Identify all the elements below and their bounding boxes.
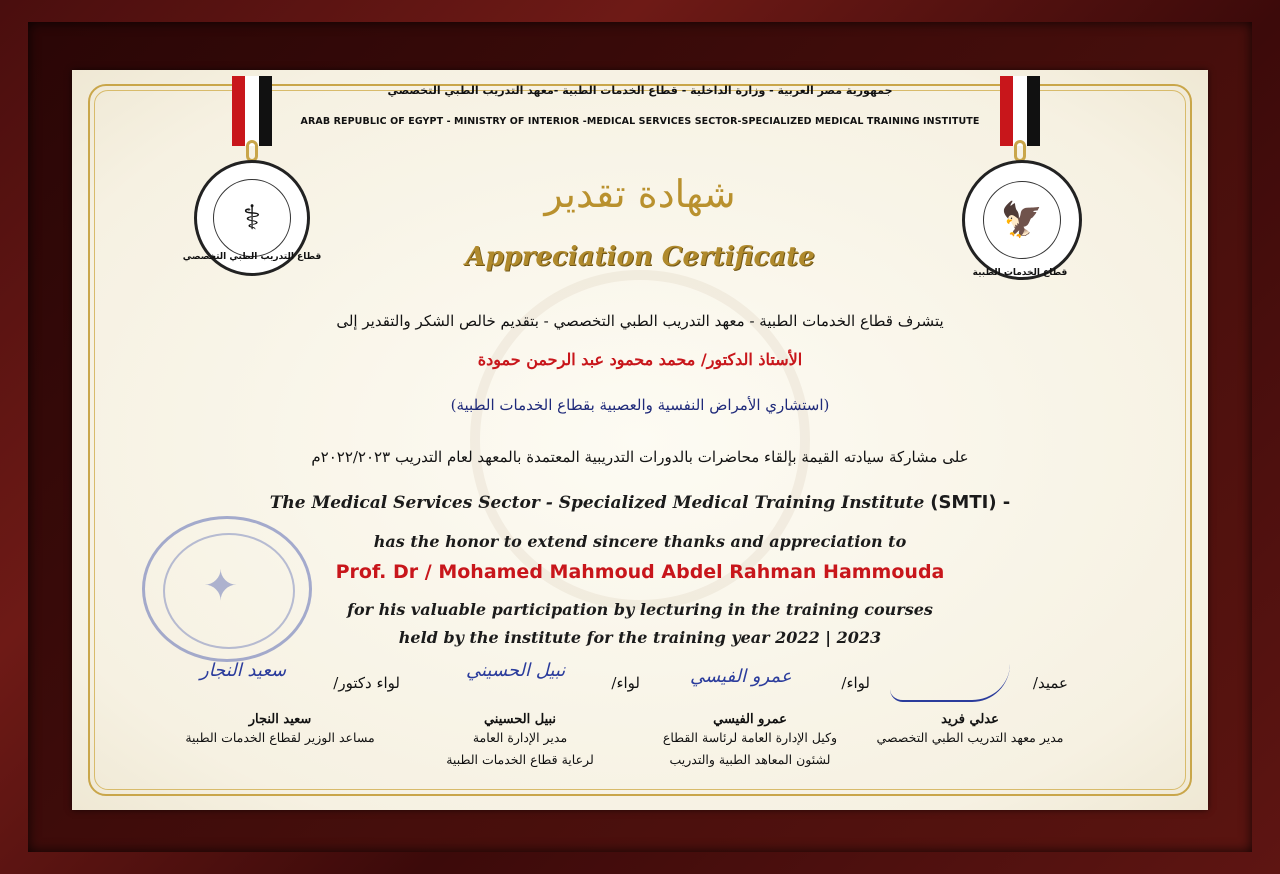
left-seal-emblem-icon: ⚕ (213, 179, 291, 257)
signatory-2-rank: لواء/ (841, 674, 870, 692)
left-medal-clasp (246, 140, 258, 162)
stamp-eagle-icon: ✦ (203, 561, 239, 610)
english-line-5: held by the institute for the training year 2022 | 2023 (398, 628, 882, 647)
signatory-1-role: مدير معهد التدريب الطبي التخصصي (876, 730, 1064, 745)
english-recipient-name: Prof. Dr / Mohamed Mahmoud Abdel Rahman Hammouda (335, 561, 945, 583)
signatory-3-name: نبيل الحسيني (483, 712, 557, 727)
signatory-2-signature: عمرو الفيسي (690, 666, 792, 687)
signatory-3-role-1: مدير الإدارة العامة (472, 730, 568, 745)
signatory-2 (630, 666, 870, 771)
header-arabic: جمهورية مصر العربية - وزارة الداخلية - قطاع الخدمات الطبية -معهد التدريب الطبي التخصصي (387, 84, 893, 97)
english-line-1 (0, 492, 1280, 513)
title-english: Appreciation Certificate (465, 242, 815, 272)
signatory-4-rank: لواء دكتور/ (333, 674, 400, 692)
english-sector-text: The Medical Services Sector - Specialized Medical Training Institute (269, 493, 925, 513)
signatory-2-name: عمرو الفيسي (713, 712, 787, 727)
right-medal-clasp (1014, 140, 1026, 162)
right-seal-bottom-text: قطاع الخدمات الطبية (972, 268, 1068, 278)
header-english: ARAB REPUBLIC OF EGYPT - MINISTRY OF INTERIOR -MEDICAL SERVICES SECTOR-SPECIALIZED MEDICAL TRAINING INSTITUTE (300, 116, 980, 127)
official-stamp (142, 516, 312, 662)
signatory-1-name: عدلي فريد (941, 712, 999, 727)
arabic-intro-line: يتشرف قطاع الخدمات الطبية - معهد التدريب الطبي التخصصي - بتقديم خالص الشكر والتقدير إلى (336, 312, 944, 330)
signatory-1 (860, 674, 1080, 749)
signatory-3-rank: لواء/ (611, 674, 640, 692)
left-seal-bottom-text: قطاع التدريب الطبي التخصصي (182, 252, 322, 262)
arabic-specialty: (استشاري الأمراض النفسية والعصبية بقطاع الخدمات الطبية) (450, 396, 830, 414)
english-line-2: has the honor to extend sincere thanks and appreciation to (373, 532, 907, 551)
english-smti-text: (SMTI) - (930, 492, 1011, 513)
signatory-2-role-2: لشئون المعاهد الطبية والتدريب (669, 752, 831, 767)
signatory-1-rank: عميد/ (1032, 674, 1068, 692)
arabic-recipient-name: الأستاذ الدكتور/ محمد محمود عبد الرحمن حمودة (477, 350, 803, 369)
signatory-1-signature (890, 664, 1010, 702)
signatory-2-role-1: وكيل الإدارة العامة لرئاسة القطاع (662, 730, 838, 745)
signatory-3-role-2: لرعاية قطاع الخدمات الطبية (446, 752, 594, 767)
english-line-4: for his valuable participation by lecturing in the training courses (347, 600, 933, 619)
signatory-4-name: سعيد النجار (248, 712, 312, 727)
arabic-participation-line: على مشاركة سيادته القيمة بإلقاء محاضرات بالدورات التدريبية المعتمدة بالمعهد لعام التدريب ٢٠٢٢/٢٠٢٣م (311, 448, 969, 466)
title-arabic: شهادة تقدير (544, 172, 736, 216)
signatory-3 (400, 660, 640, 771)
signatory-4 (160, 660, 400, 749)
right-seal-eagle-icon: 🦅 (983, 181, 1061, 259)
signatory-3-signature: نبيل الحسيني (466, 660, 566, 681)
signatory-4-role: مساعد الوزير لقطاع الخدمات الطبية (185, 730, 375, 745)
signatory-4-signature: سعيد النجار (200, 660, 287, 681)
